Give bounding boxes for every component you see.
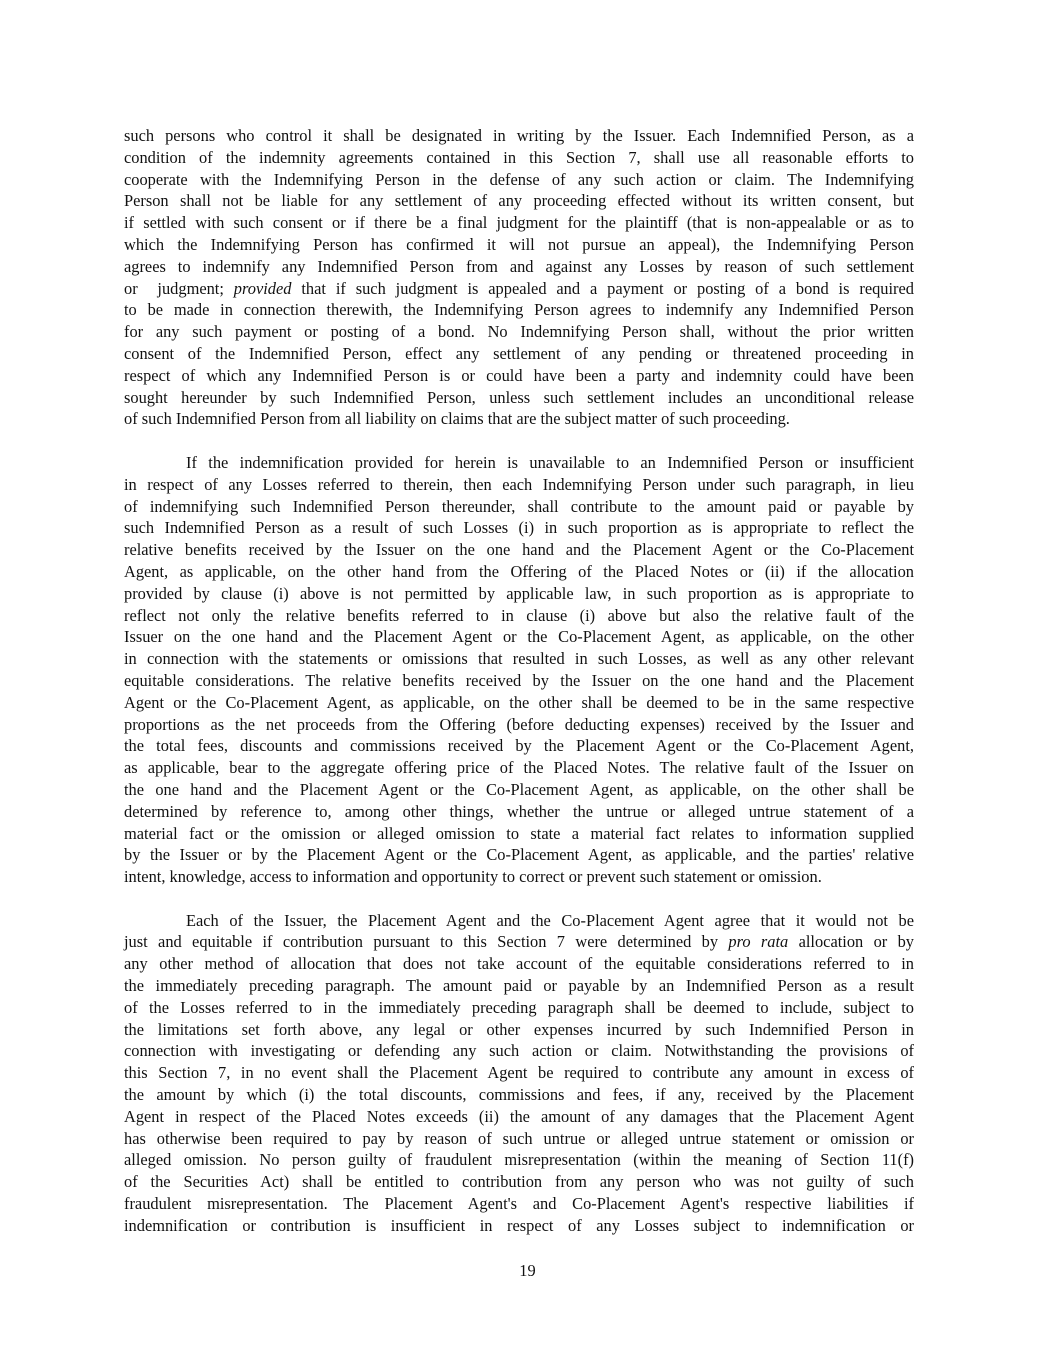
text-line: agrees to indemnify any Indemnified Person from and against any Losses by reason of such settlement [124, 256, 914, 276]
text-line: has otherwise been required to pay by reason of such untrue or alleged untrue statement or omission or [124, 1128, 914, 1148]
page-number: 19 [519, 1261, 536, 1280]
text-line: determined by reference to, among other things, whether the untrue or alleged untrue statement of a [124, 801, 914, 821]
text-line: cooperate with the Indemnifying Person in the defense of any such action or claim. The Indemnifying [124, 169, 914, 189]
text-line: consent of the Indemnified Person, effect any settlement of any pending or threatened proceeding in [124, 343, 914, 363]
text-line: proportions as the net proceeds from the Offering (before deducting expenses) received by the Issuer and [124, 714, 914, 734]
text-line: to be made in connection therewith, the Indemnifying Person agrees to indemnify any Indemnified Person [124, 300, 914, 320]
paragraph [124, 910, 914, 1237]
text-line: of the Securities Act) shall be entitled to contribution from any person who was not guilty of such [124, 1172, 914, 1192]
text-line: equitable considerations. The relative benefits received by the Issuer on the one hand and the Placement [124, 670, 914, 690]
text-line: reflect not only the relative benefits referred to in clause (i) above but also the relative fault of the [124, 605, 914, 625]
text-line: any other method of allocation that does not take account of the equitable considerations referred to in [124, 954, 914, 974]
text-segment: that if such judgment is appealed and a payment or posting of a bond is required [291, 278, 914, 298]
text-line: by the Issuer or by the Placement Agent or the Co-Placement Agent, as applicable, and the parties' relative [124, 845, 914, 865]
text-line: the limitations set forth above, any legal or other expenses incurred by such Indemnified Person in [124, 1019, 914, 1039]
text-line: Agent, as applicable, on the other hand from the Offering of the Placed Notes or (ii) if the allocation [124, 561, 914, 581]
text-line: the one hand and the Placement Agent or the Co-Placement Agent, as applicable, on the other shall be [124, 779, 914, 799]
text-line: Agent or the Co-Placement Agent, as applicable, on the other shall be deemed to be in the same respective [124, 692, 914, 712]
text-line: such Indemnified Person as a result of such Losses (i) in such proportion as is appropriate to reflect the [124, 518, 914, 538]
paragraph [124, 125, 914, 430]
text-line: Agent in respect of the Placed Notes exceeds (ii) the amount of any damages that the Placement Agent [124, 1106, 914, 1126]
text-segment: just and equitable if contribution pursuant to this Section 7 were determined by [124, 932, 729, 952]
text-line: of such Indemnified Person from all liability on claims that are the subject matter of such proceeding. [124, 409, 790, 429]
text-line: as applicable, bear to the aggregate offering price of the Placed Notes. The relative fault of the Issuer on [124, 758, 914, 778]
text-line: if settled with such consent or if there be a final judgment for the plaintiff (that is non-appealable or as to [124, 213, 914, 233]
text-line: for any such payment or posting of a bond. No Indemnifying Person shall, without the prior written [124, 322, 914, 342]
text-line [124, 278, 914, 300]
text-line: intent, knowledge, access to information and opportunity to correct or prevent such statement or omission. [124, 867, 822, 887]
document-body [124, 125, 914, 1258]
text-line [124, 931, 914, 953]
text-line: in respect of any Losses referred to therein, then each Indemnifying Person under such paragraph, in lieu [124, 474, 914, 494]
text-segment: or judgment; [124, 278, 234, 298]
text-line: of indemnifying such Indemnified Person thereunder, shall contribute to the amount paid or payable by [124, 496, 914, 516]
italic-term: provided [233, 278, 292, 298]
text-line: alleged omission. No person guilty of fraudulent misrepresentation (within the meaning of Section 11(f) [124, 1150, 914, 1170]
text-line: relative benefits received by the Issuer on the one hand and the Placement Agent or the Co-Placement [124, 540, 914, 560]
text-line: fraudulent misrepresentation. The Placement Agent's and Co-Placement Agent's respective liabilities if [124, 1194, 914, 1214]
text-line: Issuer on the one hand and the Placement Agent or the Co-Placement Agent, as applicable, on the other [124, 627, 914, 647]
text-line: of the Losses referred to in the immediately preceding paragraph shall be deemed to include, subject to [124, 997, 914, 1017]
text-line: sought hereunder by such Indemnified Person, unless such settlement includes an unconditional release [124, 387, 914, 407]
text-line: connection with investigating or defending any such action or claim. Notwithstanding the provisions of [124, 1041, 914, 1061]
text-line: Each of the Issuer, the Placement Agent and the Co-Placement Agent agree that it would not be [186, 910, 914, 930]
text-line: in connection with the statements or omissions that resulted in such Losses, as well as any other relevant [124, 649, 914, 669]
text-line: the amount by which (i) the total discounts, commissions and fees, if any, received by the Placement [124, 1085, 914, 1105]
text-line: Person shall not be liable for any settlement of any proceeding effected without its written consent, but [124, 191, 914, 211]
text-line: If the indemnification provided for herein is unavailable to an Indemnified Person or insufficient [186, 452, 914, 472]
text-line: condition of the indemnity agreements contained in this Section 7, shall use all reasonable efforts to [124, 147, 914, 167]
text-line: indemnification or contribution is insufficient in respect of any Losses subject to indemnification or [124, 1215, 914, 1235]
text-line: provided by clause (i) above is not permitted by applicable law, in such proportion as is appropriate to [124, 583, 914, 603]
italic-term: pro rata [728, 932, 789, 952]
text-line: respect of which any Indemnified Person is or could have been a party and indemnity could have been [124, 365, 914, 385]
text-segment: allocation or by [788, 932, 914, 952]
paragraph [124, 452, 914, 888]
text-line: which the Indemnifying Person has confirmed it will not pursue an appeal), the Indemnifying Person [124, 234, 914, 254]
text-line: such persons who control it shall be designated in writing by the Issuer. Each Indemnified Person, as a [124, 126, 914, 145]
text-line: the total fees, discounts and commissions received by the Placement Agent or the Co-Placement Agent, [124, 736, 914, 756]
text-line: this Section 7, in no event shall the Placement Agent be required to contribute any amount in excess of [124, 1063, 914, 1083]
text-line: material fact or the omission or alleged omission to state a material fact relates to information supplied [124, 823, 914, 843]
text-line: the immediately preceding paragraph. The amount paid or payable by an Indemnified Person as a result [124, 976, 914, 996]
